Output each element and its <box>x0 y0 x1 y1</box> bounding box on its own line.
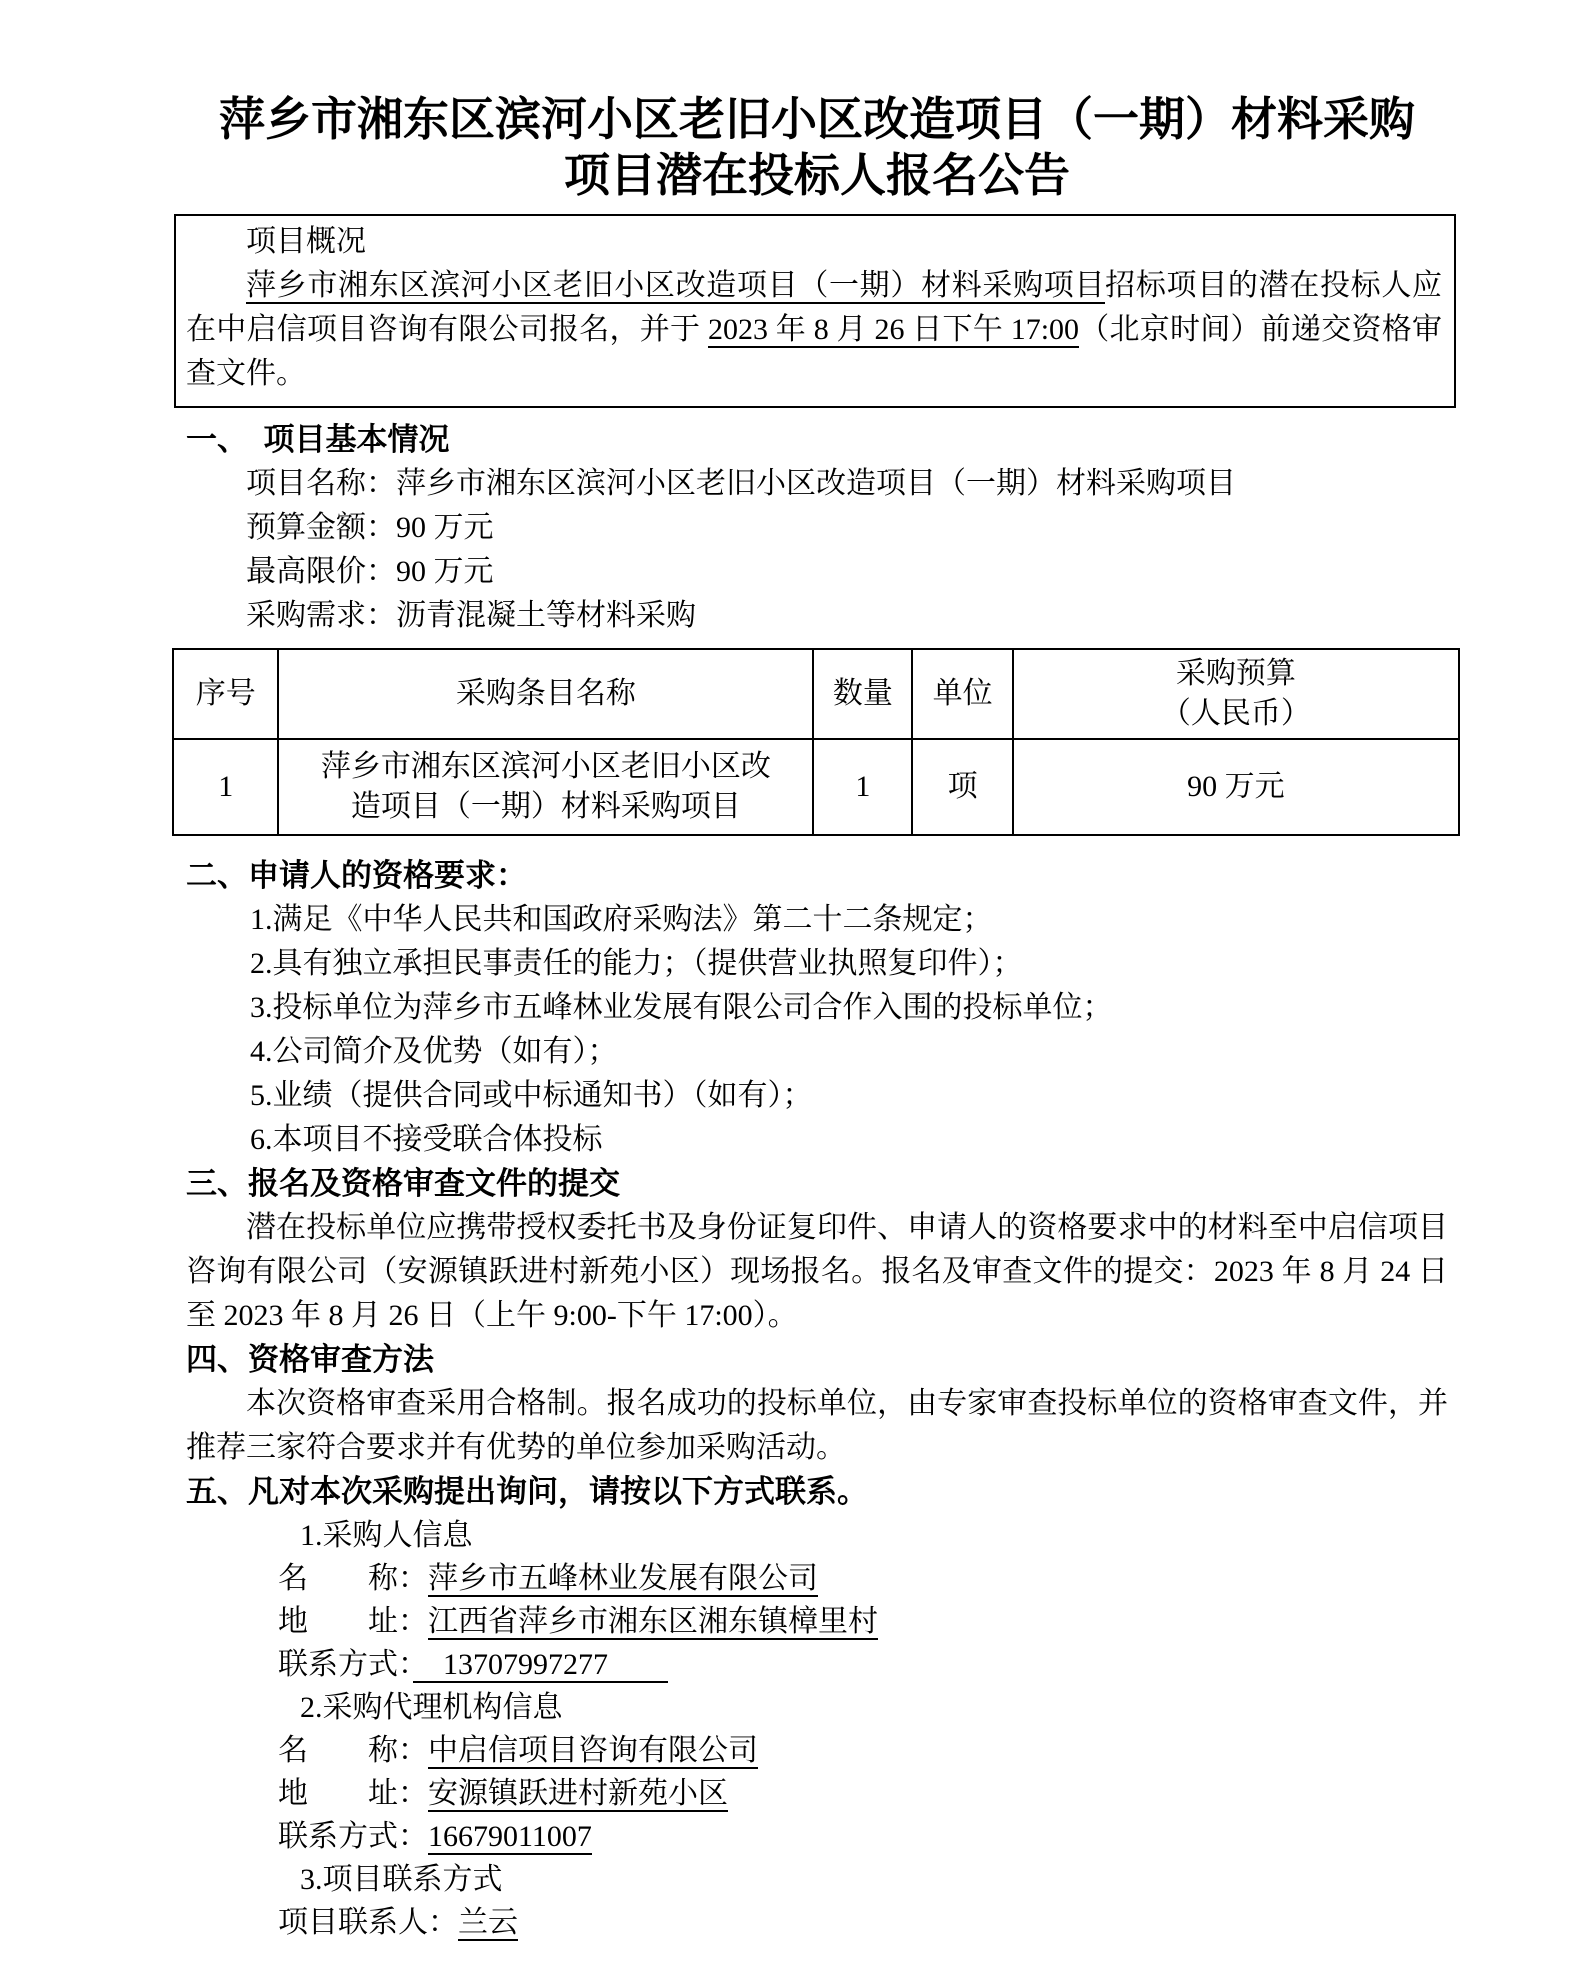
section2-item-5: 5.业绩（提供合同或中标通知书）（如有）； <box>250 1079 813 1112</box>
project-overview-box <box>174 214 1456 408</box>
page-title-line2: 项目潜在投标人报名公告 <box>564 150 1070 201</box>
section2-item-1: 1.满足《中华人民共和国政府采购法》第二十二条规定； <box>250 903 993 936</box>
purchaser-address-label: 地 址： <box>278 1605 428 1638</box>
table-cell-budget: 90 万元 <box>1013 739 1459 835</box>
purchaser-phone-value: 13707997277 <box>413 1648 668 1681</box>
agency-phone-line <box>186 1815 1448 1858</box>
table-header-seq: 序号 <box>173 649 278 739</box>
agency-name-line <box>186 1729 1448 1772</box>
procurement-table <box>172 648 1460 836</box>
agency-name-value: 中启信项目咨询有限公司 <box>428 1734 758 1767</box>
table-header-budget-line2: （人民币） <box>1160 697 1311 730</box>
purchaser-name-value: 萍乡市五峰林业发展有限公司 <box>428 1562 818 1595</box>
section2-item-4: 4.公司简介及优势（如有）； <box>250 1035 618 1068</box>
agency-address-label: 地 址： <box>278 1777 428 1810</box>
table-cell-qty: 1 <box>813 739 912 835</box>
purchaser-address-value: 江西省萍乡市湘东区湘东镇樟里村 <box>428 1605 878 1638</box>
section2-heading: 二、申请人的资格要求： <box>186 858 527 893</box>
overview-project-name: 萍乡市湘东区滨河小区老旧小区改造项目（一期）材料采购项目 <box>246 269 1106 302</box>
purchaser-phone-label: 联系方式： <box>278 1648 413 1681</box>
section5-heading: 五、凡对本次采购提出询问，请按以下方式联系。 <box>186 1474 868 1509</box>
agency-info-label: 2.采购代理机构信息 <box>300 1691 563 1724</box>
section1-budget: 预算金额：90 万元 <box>246 511 494 544</box>
page-title-line1: 萍乡市湘东区滨河小区老旧小区改造项目（一期）材料采购 <box>219 94 1415 145</box>
purchaser-name-label: 名 称： <box>278 1562 428 1595</box>
section1-heading: 一、 项目基本情况 <box>186 422 450 457</box>
purchaser-info-label: 1.采购人信息 <box>300 1519 473 1552</box>
agency-phone-value: 16679011007 <box>428 1820 592 1853</box>
table-cell-seq: 1 <box>173 739 278 835</box>
table-header-budget-line1: 采购预算 <box>1175 657 1296 690</box>
purchaser-address-line <box>186 1600 1448 1643</box>
overview-label: 项目概况 <box>246 225 366 258</box>
agency-name-label: 名 称： <box>278 1734 428 1767</box>
overview-paragraph-tail: （北京时间）前递交资格审查文件。 <box>186 313 1443 390</box>
purchaser-phone-line <box>186 1643 1448 1686</box>
agency-phone-label: 联系方式： <box>278 1820 428 1853</box>
overview-paragraph <box>186 264 1442 396</box>
table-header-unit: 单位 <box>912 649 1012 739</box>
table-cell-item: 萍乡市湘东区滨河小区老旧小区改造项目（一期）材料采购项目 <box>278 739 813 835</box>
section2-item-2: 2.具有独立承担民事责任的能力；（提供营业执照复印件）； <box>250 947 1023 980</box>
section1-project-name: 项目名称：萍乡市湘东区滨河小区老旧小区改造项目（一期）材料采购项目 <box>246 467 1236 500</box>
section4-heading: 四、资格审查方法 <box>186 1342 434 1377</box>
section2-item-6: 6.本项目不接受联合体投标 <box>250 1123 603 1156</box>
agency-address-line <box>186 1772 1448 1815</box>
section3-paragraph: 潜在投标单位应携带授权委托书及身份证复印件、申请人的资格要求中的材料至中启信项目咨询有限公司（安源镇跃进村新苑小区）现场报名。报名及审查文件的提交：2023 年 8 月 24 日至 2023 年 8 月 26 日（上午 9:00-下午 17:00）。 <box>186 1211 1448 1332</box>
section4-paragraph: 本次资格审查采用合格制。报名成功的投标单位，由专家审查投标单位的资格审查文件，并推荐三家符合要求并有优势的单位参加采购活动。 <box>186 1387 1448 1464</box>
page-title <box>186 92 1448 204</box>
project-contact-line <box>186 1901 1448 1944</box>
table-header-item: 采购条目名称 <box>278 649 813 739</box>
overview-paragraph-mid: 招标项目的潜在投标人应在中启信项目咨询有限公司报名，并于 <box>186 269 1443 346</box>
table-header-budget <box>1013 649 1459 739</box>
section2-item-3: 3.投标单位为萍乡市五峰林业发展有限公司合作入围的投标单位； <box>250 991 1113 1024</box>
section1-procurement-need: 采购需求：沥青混凝土等材料采购 <box>246 599 696 632</box>
table-header-row <box>173 649 1459 739</box>
contact-section <box>186 1514 1448 1944</box>
overview-deadline: 2023 年 8 月 26 日下午 17:00 <box>707 313 1080 346</box>
project-contact-person-label: 项目联系人： <box>278 1906 458 1939</box>
section3-heading: 三、报名及资格审查文件的提交 <box>186 1166 620 1201</box>
project-contact-person-value: 兰云 <box>458 1906 518 1939</box>
table-header-qty: 数量 <box>813 649 912 739</box>
agency-address-value: 安源镇跃进村新苑小区 <box>428 1777 728 1810</box>
table-row <box>173 739 1459 835</box>
project-contact-label: 3.项目联系方式 <box>300 1863 503 1896</box>
purchaser-name-line <box>186 1557 1448 1600</box>
section1-price-limit: 最高限价：90 万元 <box>246 555 494 588</box>
table-cell-unit: 项 <box>912 739 1012 835</box>
